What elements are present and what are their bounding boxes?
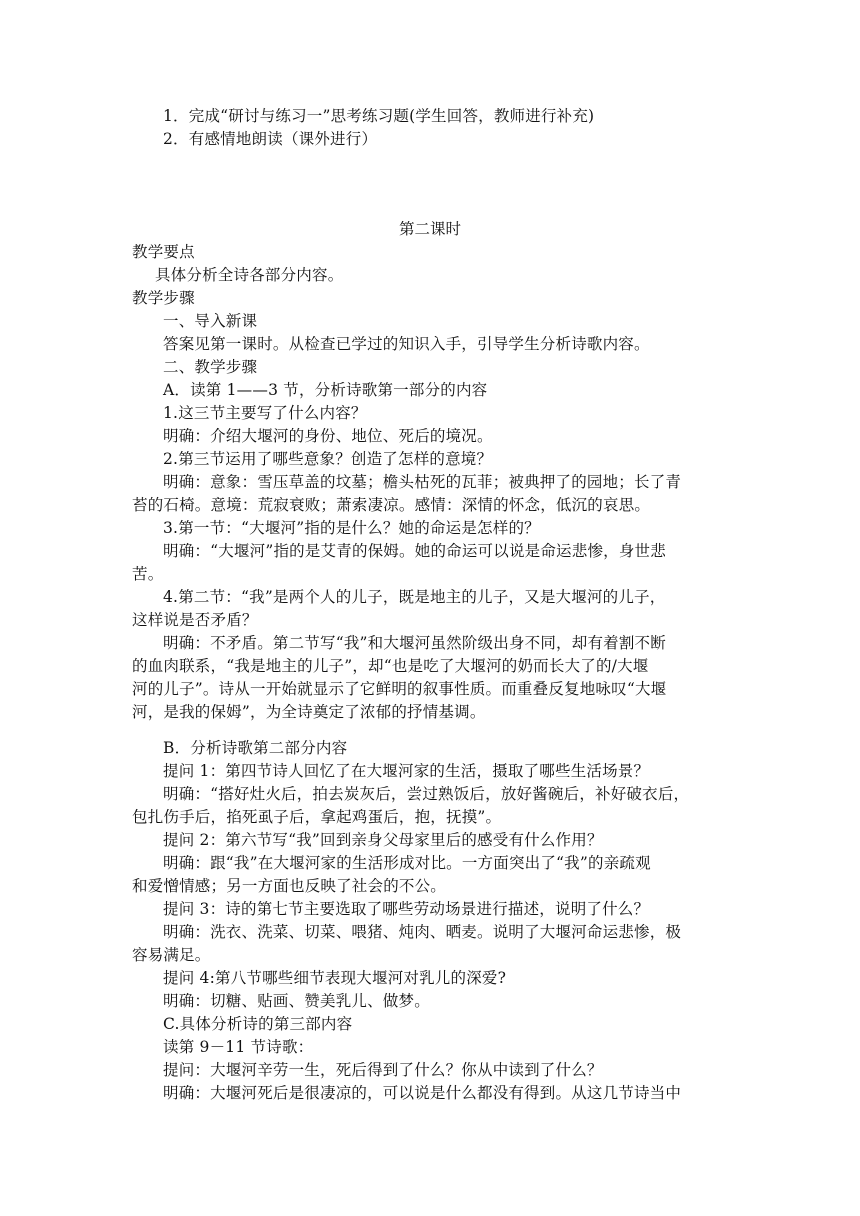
question-line: 这样说是否矛盾？ — [132, 611, 258, 629]
answer-line: 包扎伤手后，掐死虱子后，拿起鸡蛋后，抱，抚摸”。 — [132, 808, 502, 826]
answer-line: 的血肉联系，“我是地主的儿子”，却“也是吃了大堰河的奶而长大了的/大堰 — [132, 657, 649, 675]
subsection-heading: A．读第 1——3 节，分析诗歌第一部分的内容 — [163, 381, 488, 399]
section-heading: 二、教学步骤 — [163, 358, 258, 376]
subsection-heading: C.具体分析诗的第三部内容 — [163, 1015, 353, 1033]
question-line: 4.第二节：“我”是两个人的儿子，既是地主的儿子，又是大堰河的儿子， — [163, 588, 666, 606]
question-line: 提问：大堰河辛劳一生，死后得到了什么？你从中读到了什么？ — [163, 1061, 603, 1079]
question-line: 提问 1：第四节诗人回忆了在大堰河家的生活，摄取了哪些生活场景？ — [163, 762, 650, 780]
answer-line: 河，是我的保姆”，为全诗奠定了浓郁的抒情基调。 — [132, 703, 486, 721]
answer-line: 明确：切糖、贴画、赞美乳儿、做梦。 — [163, 992, 430, 1010]
question-line: 提问 2：第六节写“我”回到亲身父母家里后的感受有什么作用？ — [163, 831, 603, 849]
top-item-2: 2．有感情地朗读（课外进行） — [163, 130, 378, 148]
subsection-heading: B．分析诗歌第二部分内容 — [163, 739, 348, 757]
answer-line: 河的儿子”。诗从一开始就显示了它鲜明的叙事性质。而重叠反复地咏叹“大堰 — [132, 680, 667, 698]
answer-line: 和爱憎情感；另一方面也反映了社会的不公。 — [132, 877, 447, 895]
question-line: 1.这三节主要写了什么内容？ — [163, 404, 367, 422]
question-line: 提问 3：诗的第七节主要选取了哪些劳动场景进行描述，说明了什么？ — [163, 900, 650, 918]
answer-line: 容易满足。 — [132, 946, 211, 964]
text-line: 答案见第一课时。从检查已学过的知识入手，引导学生分析诗歌内容。 — [163, 335, 650, 353]
text-line: 具体分析全诗各部分内容。 — [155, 266, 344, 284]
section-heading: 一、导入新课 — [163, 312, 258, 330]
top-item-1: 1．完成“研讨与练习一”思考练习题(学生回答，教师进行补充) — [163, 107, 595, 125]
heading-teaching-steps: 教学步骤 — [132, 289, 195, 307]
question-line: 2.第三节运用了哪些意象？创造了怎样的意境？ — [163, 450, 493, 468]
question-line: 提问 4:第八节哪些细节表现大堰河对乳儿的深爱? — [163, 969, 507, 987]
answer-line: 明确：大堰河死后是很凄凉的，可以说是什么都没有得到。从这几节诗当中 — [163, 1084, 682, 1102]
answer-line: 明确：“搭好灶火后，拍去炭灰后，尝过熟饭后，放好酱碗后，补好破衣后， — [163, 785, 690, 803]
answer-line: 明确：介绍大堰河的身份、地位、死后的境况。 — [163, 427, 493, 445]
answer-line: 明确：意象：雪压草盖的坟墓；檐头枯死的瓦菲；被典押了的园地；长了青 — [163, 473, 682, 491]
answer-line: 明确：“大堰河”指的是艾青的保姆。她的命运可以说是命运悲惨，身世悲 — [163, 542, 666, 560]
answer-line: 苦。 — [132, 565, 164, 583]
heading-teaching-points: 教学要点 — [132, 243, 195, 261]
text-line: 读第 9－11 节诗歌： — [163, 1038, 314, 1056]
lesson-title: 第二课时 — [398, 220, 461, 238]
answer-line: 明确：跟“我”在大堰河家的生活形成对比。一方面突出了“我”的亲疏观 — [163, 854, 651, 872]
question-line: 3.第一节：“大堰河”指的是什么？她的命运是怎样的？ — [163, 519, 540, 537]
answer-line: 明确：洗衣、洗菜、切菜、喂猪、炖肉、晒麦。说明了大堰河命运悲惨，极 — [163, 923, 682, 941]
answer-line: 明确：不矛盾。第二节写“我”和大堰河虽然阶级出身不同，却有着割不断 — [163, 634, 666, 652]
answer-line: 苔的石椅。意境：荒寂衰败；萧索凄凉。感情：深情的怀念，低沉的哀思。 — [132, 496, 651, 514]
